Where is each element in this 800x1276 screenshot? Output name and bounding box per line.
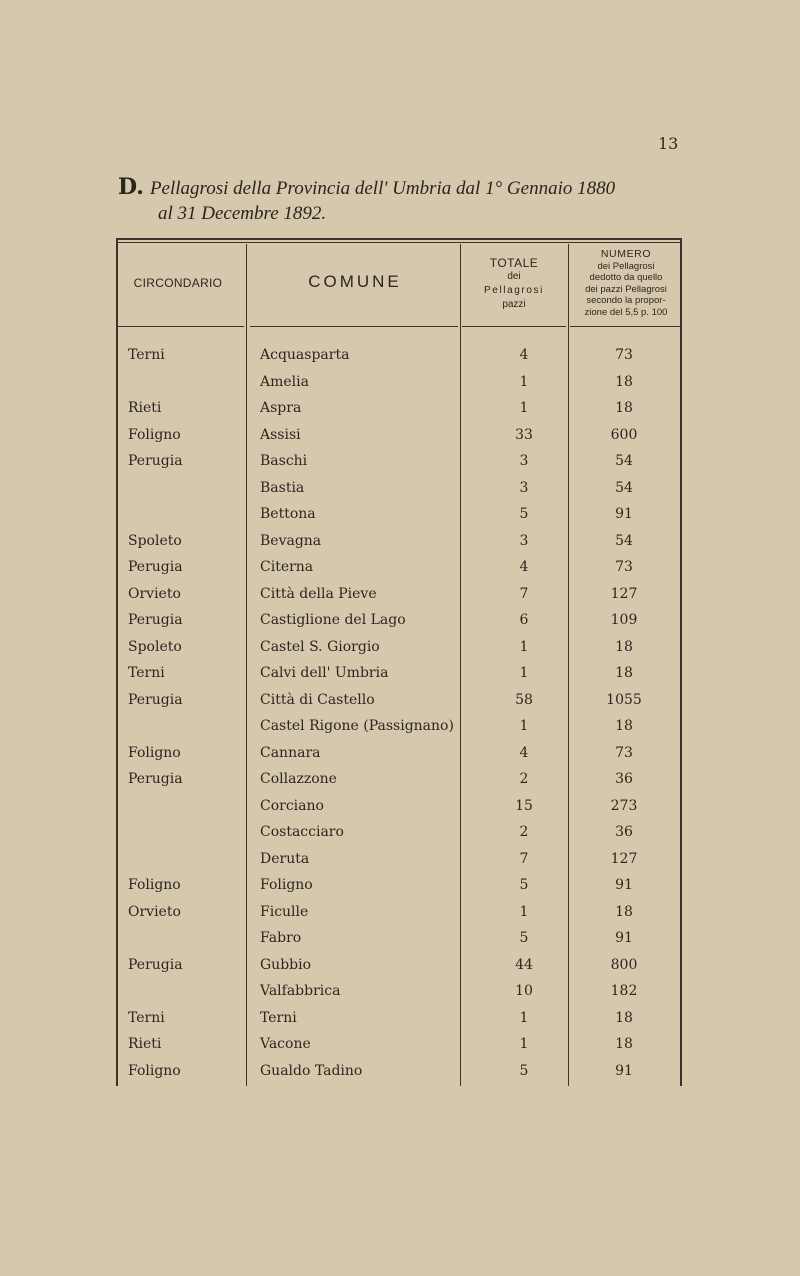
cell-totale: 7: [519, 850, 529, 867]
cell-numero: 18: [615, 1036, 633, 1052]
table-row: [0, 692, 800, 718]
cell-numero: 18: [615, 718, 633, 734]
table-row: [0, 427, 800, 453]
table-row: [0, 559, 800, 585]
cell-numero: 54: [615, 453, 633, 469]
table-row: [0, 718, 800, 744]
cell-circondario: Rieti: [128, 400, 162, 416]
cell-numero: 36: [615, 771, 633, 787]
table-row: [0, 612, 800, 638]
cell-comune: Valfabbrica: [260, 983, 341, 999]
cell-circondario: Rieti: [128, 1036, 162, 1052]
cell-totale: 2: [519, 824, 529, 840]
cell-comune: Terni: [260, 1009, 297, 1026]
cell-totale: 5: [519, 1062, 529, 1079]
cell-circondario: Foligno: [128, 744, 181, 761]
table-row: [0, 665, 800, 691]
cell-numero: 91: [615, 930, 633, 946]
cell-comune: Bevagna: [260, 532, 322, 549]
table-row: [0, 506, 800, 532]
cell-circondario: Orvieto: [128, 585, 181, 602]
table-row: [0, 347, 800, 373]
cell-comune: Gualdo Tadino: [260, 1062, 363, 1079]
cell-totale: 15: [515, 797, 533, 814]
cell-comune: Città di Castello: [260, 691, 375, 708]
cell-totale: 10: [515, 983, 533, 999]
cell-numero: 127: [610, 850, 638, 867]
cell-comune: Bastia: [260, 479, 305, 496]
page-number: 13: [658, 134, 679, 153]
cell-numero: 91: [615, 506, 633, 522]
table-row: [0, 824, 800, 850]
cell-comune: Cannara: [260, 744, 321, 761]
cell-totale: 1: [519, 373, 529, 390]
table-top-rule-thin: [116, 242, 682, 243]
header-bottom-rule-1: [118, 326, 244, 327]
cell-comune: Bettona: [260, 506, 316, 522]
table-row: [0, 639, 800, 665]
cell-circondario: Spoleto: [128, 638, 182, 655]
table-row: [0, 533, 800, 559]
cell-circondario: Perugia: [128, 956, 183, 973]
title-line-1: Pellagrosi della Provincia dell' Umbria dal 1° Gennaio 1880: [149, 178, 616, 199]
cell-totale: 58: [515, 691, 533, 708]
cell-comune: Calvi dell' Umbria: [260, 665, 389, 681]
cell-totale: 33: [515, 426, 533, 443]
cell-circondario: Perugia: [128, 453, 183, 469]
cell-circondario: Foligno: [128, 877, 181, 893]
header-totale-line1: TOTALE: [489, 256, 539, 270]
cell-numero: 73: [615, 744, 633, 761]
header-totale-line3: Pellagrosi: [484, 285, 544, 296]
header-numero-line1: NUMERO: [600, 248, 652, 260]
cell-comune: Deruta: [260, 850, 310, 867]
cell-numero: 54: [615, 532, 633, 549]
cell-totale: 4: [519, 347, 529, 363]
cell-circondario: Perugia: [128, 612, 183, 628]
cell-comune: Costacciaro: [260, 824, 344, 840]
header-totale-line4: pazzi: [502, 299, 526, 310]
cell-comune: Corciano: [260, 797, 324, 814]
cell-circondario: Terni: [128, 347, 165, 363]
table-row: [0, 400, 800, 426]
page-title: [118, 174, 615, 200]
cell-comune: Foligno: [260, 877, 313, 893]
cell-comune: Castiglione del Lago: [260, 612, 406, 628]
table-row: [0, 957, 800, 983]
cell-numero: 18: [615, 373, 633, 390]
cell-numero: 1055: [606, 691, 642, 708]
cell-totale: 1: [519, 903, 529, 920]
header-numero-line6: zione del 5,5 p. 100: [584, 306, 668, 318]
cell-numero: 36: [615, 824, 633, 840]
table-row: [0, 930, 800, 956]
cell-numero: 18: [615, 903, 633, 920]
cell-comune: Ficulle: [260, 903, 309, 920]
cell-comune: Città della Pieve: [260, 585, 377, 602]
cell-circondario: Perugia: [128, 559, 183, 575]
cell-totale: 1: [519, 665, 529, 681]
table-row: [0, 745, 800, 771]
cell-totale: 4: [519, 559, 529, 575]
cell-totale: 7: [519, 585, 529, 602]
table-row: [0, 1010, 800, 1036]
table-row: [0, 374, 800, 400]
cell-numero: 273: [610, 797, 638, 814]
table-row: [0, 798, 800, 824]
table-row: [0, 1036, 800, 1062]
cell-comune: Fabro: [260, 930, 302, 946]
cell-totale: 4: [519, 744, 529, 761]
title-line-2: al 31 Decembre 1892.: [158, 203, 327, 224]
section-letter: D.: [118, 174, 144, 200]
cell-totale: 5: [519, 506, 529, 522]
cell-comune: Citerna: [260, 559, 314, 575]
cell-comune: Collazzone: [260, 771, 337, 787]
cell-numero: 127: [610, 585, 638, 602]
table-row: [0, 771, 800, 797]
cell-circondario: Terni: [128, 665, 165, 681]
cell-circondario: Perugia: [128, 771, 183, 787]
cell-circondario: Foligno: [128, 426, 181, 443]
cell-totale: 2: [519, 771, 529, 787]
cell-circondario: Spoleto: [128, 532, 182, 549]
cell-numero: 18: [615, 400, 633, 416]
cell-comune: Vacone: [260, 1036, 311, 1052]
cell-totale: 1: [519, 1036, 529, 1052]
cell-numero: 800: [610, 956, 638, 973]
cell-numero: 91: [615, 877, 633, 893]
header-numero: [570, 249, 682, 318]
cell-circondario: Perugia: [128, 691, 183, 708]
header-circondario: CIRCONDARIO: [133, 276, 223, 290]
cell-circondario: Orvieto: [128, 903, 181, 920]
cell-numero: 600: [610, 426, 638, 443]
cell-numero: 73: [615, 559, 633, 575]
cell-comune: Assisi: [260, 426, 301, 443]
cell-numero: 18: [615, 665, 633, 681]
cell-totale: 1: [519, 718, 529, 734]
cell-circondario: Foligno: [128, 1062, 181, 1079]
cell-comune: Baschi: [260, 453, 308, 469]
cell-numero: 18: [615, 638, 633, 655]
header-bottom-rule-2: [250, 326, 458, 327]
cell-totale: 3: [519, 532, 529, 549]
table-row: [0, 453, 800, 479]
header-bottom-rule-3: [462, 326, 566, 327]
cell-comune: Amelia: [260, 373, 309, 390]
cell-totale: 44: [515, 956, 533, 973]
header-numero-line5: secondo la propor-: [586, 295, 666, 306]
cell-totale: 1: [519, 638, 529, 655]
cell-comune: Acquasparta: [260, 347, 350, 363]
cell-totale: 1: [519, 1009, 529, 1026]
table-row: [0, 851, 800, 877]
table-row: [0, 586, 800, 612]
table-row: [0, 480, 800, 506]
cell-comune: Gubbio: [260, 956, 312, 973]
cell-totale: 5: [519, 930, 529, 946]
cell-numero: 73: [615, 347, 633, 363]
header-numero-line2: dei Pellagrosi: [597, 260, 655, 272]
table-top-rule-thick: [116, 238, 682, 240]
cell-numero: 91: [615, 1062, 633, 1079]
header-comune: COMUNE: [308, 272, 402, 291]
header-bottom-rule-4: [570, 326, 680, 327]
header-totale: [462, 256, 566, 312]
table-row: [0, 904, 800, 930]
cell-comune: Castel Rigone (Passignano): [260, 718, 454, 734]
cell-numero: 182: [610, 983, 638, 999]
cell-circondario: Terni: [128, 1009, 165, 1026]
cell-numero: 18: [615, 1009, 633, 1026]
cell-comune: Aspra: [260, 400, 302, 416]
header-numero-line4: dei pazzi Pellagrosi: [585, 283, 667, 295]
header-totale-line2: dei: [507, 271, 521, 282]
cell-totale: 6: [519, 612, 529, 628]
table-row: [0, 983, 800, 1009]
cell-comune: Castel S. Giorgio: [260, 638, 380, 655]
cell-totale: 3: [519, 453, 529, 469]
table-row: [0, 877, 800, 903]
cell-numero: 109: [610, 612, 638, 628]
cell-totale: 1: [519, 400, 529, 416]
cell-totale: 3: [519, 479, 529, 496]
header-numero-line3: dedotto da quello: [589, 272, 663, 283]
cell-numero: 54: [615, 479, 633, 496]
table-row: [0, 1063, 800, 1089]
cell-totale: 5: [519, 877, 529, 893]
